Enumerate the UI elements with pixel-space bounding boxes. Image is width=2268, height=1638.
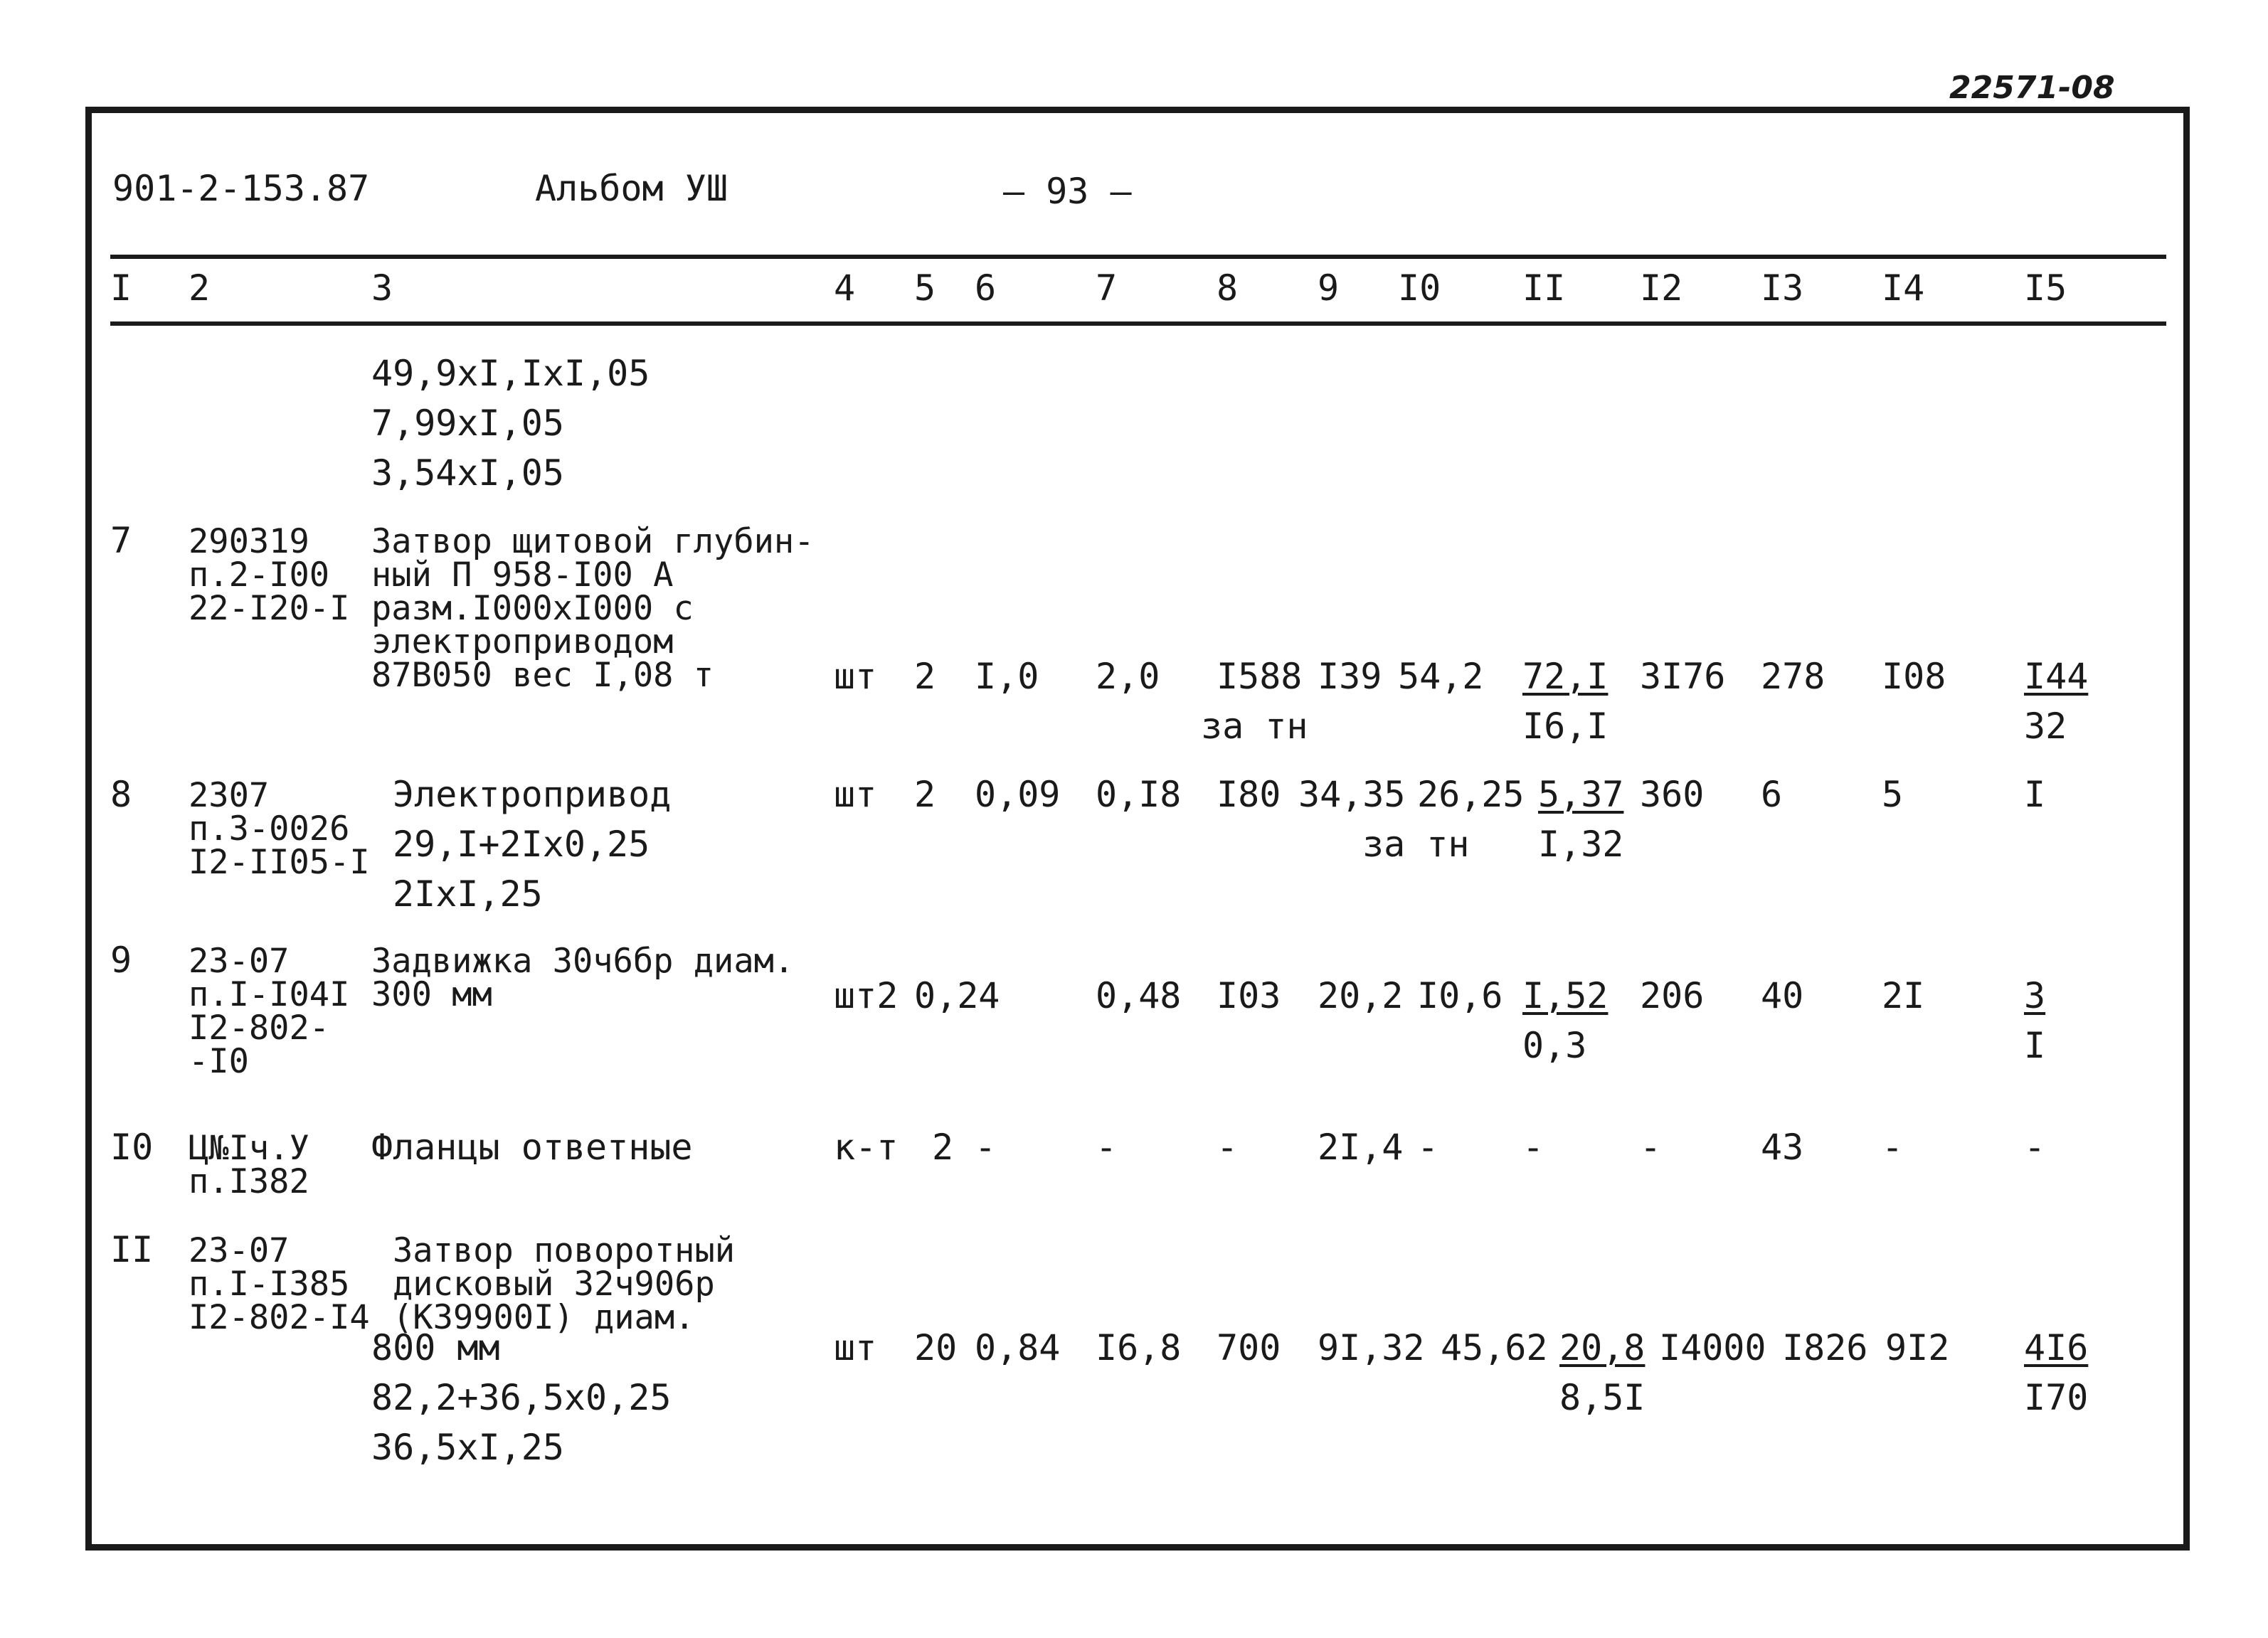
quantity: 2 xyxy=(914,656,936,697)
cell: 40 xyxy=(1761,975,1804,1016)
cell: I70 xyxy=(2024,1377,2089,1418)
cell: 0,09 xyxy=(975,774,1061,815)
description-line: (К39900I) диам. xyxy=(393,1298,695,1337)
description-line: 87В050 вес I,08 т xyxy=(371,656,714,695)
cell: 43 xyxy=(1761,1127,1804,1168)
cell: 3 xyxy=(2024,975,2046,1016)
col-header: 7 xyxy=(1096,267,1118,309)
code-line: п.I-I385 xyxy=(189,1265,350,1304)
cell: I,32 xyxy=(1538,824,1624,865)
unit: шт2 xyxy=(834,975,899,1016)
code-line: 23-07 xyxy=(189,1231,290,1270)
cell: 72,I xyxy=(1522,656,1609,697)
row-number: 7 xyxy=(110,520,132,561)
doc-number: 901-2-153.87 xyxy=(112,168,370,209)
code-line: Ц№Iч.У xyxy=(189,1129,309,1168)
cell: 54,2 xyxy=(1398,656,1484,697)
quantity: 20 xyxy=(914,1327,958,1368)
cell: 278 xyxy=(1761,656,1825,697)
cell: 5 xyxy=(1882,774,1904,815)
code-line: п.2-I00 xyxy=(189,555,330,595)
code-line: -I0 xyxy=(189,1042,249,1081)
description-line: 800 мм xyxy=(371,1327,500,1368)
cell: - xyxy=(1217,1127,1239,1168)
cell: 0,3 xyxy=(1522,1025,1587,1066)
col-header: 6 xyxy=(975,267,997,309)
cell: I80 xyxy=(1217,774,1281,815)
cell: I6,8 xyxy=(1096,1327,1182,1368)
cell: 0,I8 xyxy=(1096,774,1182,815)
col-header: 9 xyxy=(1318,267,1340,309)
col-header: I5 xyxy=(2024,267,2067,309)
code-line: I2-802- xyxy=(189,1009,330,1048)
description-line: Затвор поворотный xyxy=(393,1231,736,1270)
cell: 0,84 xyxy=(975,1327,1061,1368)
sheet-code: 22571-08 xyxy=(1949,70,2115,106)
cell: 4I6 xyxy=(2024,1327,2089,1368)
cell: - xyxy=(1096,1127,1118,1168)
cell-note: за тн xyxy=(1201,706,1308,747)
col-header: I2 xyxy=(1640,267,1683,309)
col-header: II xyxy=(1522,267,1566,309)
row-number: II xyxy=(110,1229,154,1270)
cell: 9I,32 xyxy=(1318,1327,1425,1368)
description-line: Фланцы ответные xyxy=(371,1127,693,1168)
description-line: разм.I000xI000 с xyxy=(371,589,694,628)
cell: 2I xyxy=(1882,975,1925,1016)
album-label: Альбом УШ xyxy=(535,168,728,209)
cell: I08 xyxy=(1882,656,1946,697)
unit: к-т xyxy=(834,1127,899,1168)
cell: I44 xyxy=(2024,656,2089,697)
description-line: электроприводом xyxy=(371,622,674,661)
description-line: 36,5xI,25 xyxy=(371,1427,564,1468)
cell: - xyxy=(1417,1127,1439,1168)
code-line: 22-I20-I xyxy=(189,589,350,628)
cell: I4000 xyxy=(1659,1327,1766,1368)
cell: 0,24 xyxy=(914,975,1000,1016)
cell: I xyxy=(2024,1025,2046,1066)
cell: 26,25 xyxy=(1417,774,1525,815)
col-header: 4 xyxy=(834,267,856,309)
cell: - xyxy=(1640,1127,1662,1168)
code-line: 23-07 xyxy=(189,942,290,981)
description-line: 2IxI,25 xyxy=(393,873,543,915)
cell: - xyxy=(1882,1127,1904,1168)
code-line: 290319 xyxy=(189,522,309,561)
quantity: 2 xyxy=(914,774,936,815)
cell: I,52 xyxy=(1522,975,1609,1016)
description-line: Задвижка 30ч6бр диам. xyxy=(371,942,795,981)
cell: 3I76 xyxy=(1640,656,1726,697)
cell: 2I,4 xyxy=(1318,1127,1404,1168)
col-header: I xyxy=(110,267,132,309)
row-number: 8 xyxy=(110,774,132,815)
col-header: 3 xyxy=(371,267,393,309)
col-header: I4 xyxy=(1882,267,1925,309)
cell: I6,I xyxy=(1522,706,1609,747)
description-line: 49,9xI,IxI,05 xyxy=(371,353,650,394)
cell: 700 xyxy=(1217,1327,1281,1368)
description-line: 7,99xI,05 xyxy=(371,403,564,444)
unit: шт xyxy=(834,1327,877,1368)
cell: - xyxy=(975,1127,997,1168)
description-line: дисковый 32ч906р xyxy=(393,1265,715,1304)
cell: 32 xyxy=(2024,706,2067,747)
description-line: 3,54xI,05 xyxy=(371,452,564,494)
header-rule-bottom xyxy=(110,321,2166,326)
cell: 206 xyxy=(1640,975,1705,1016)
cell: I39 xyxy=(1318,656,1382,697)
cell: 2,0 xyxy=(1096,656,1160,697)
col-header: I0 xyxy=(1398,267,1441,309)
cell: 5,37 xyxy=(1538,774,1624,815)
cell: I826 xyxy=(1782,1327,1868,1368)
description-line: 82,2+36,5x0,25 xyxy=(371,1377,672,1418)
col-header: 5 xyxy=(914,267,936,309)
unit: шт xyxy=(834,656,877,697)
code-line: I2-II05-I xyxy=(189,843,370,882)
code-line: п.3-0026 xyxy=(189,809,350,849)
col-header: 2 xyxy=(189,267,211,309)
cell: 34,35 xyxy=(1298,774,1406,815)
quantity: 2 xyxy=(932,1127,954,1168)
code-line: п.I382 xyxy=(189,1162,309,1201)
description-line: ный П 958-I00 А xyxy=(371,555,674,595)
cell-note: за тн xyxy=(1362,824,1470,865)
description-line: Затвор щитовой глубин- xyxy=(371,522,815,561)
code-line: п.I-I04I xyxy=(189,975,350,1014)
cell: 0,48 xyxy=(1096,975,1182,1016)
col-header: 8 xyxy=(1217,267,1239,309)
page-number: – 93 – xyxy=(1003,171,1132,212)
cell: - xyxy=(1522,1127,1544,1168)
cell: 8,5I xyxy=(1559,1377,1646,1418)
cell: 9I2 xyxy=(1885,1327,1950,1368)
cell: 45,62 xyxy=(1441,1327,1548,1368)
description-line: 29,I+2Ix0,25 xyxy=(393,824,650,865)
cell: 6 xyxy=(1761,774,1783,815)
row-number: 9 xyxy=(110,940,132,981)
cell: - xyxy=(2024,1127,2046,1168)
cell: I xyxy=(2024,774,2046,815)
cell: 360 xyxy=(1640,774,1705,815)
cell: 20,2 xyxy=(1318,975,1404,1016)
description-line: Электропривод xyxy=(393,774,672,815)
cell: I,0 xyxy=(975,656,1039,697)
row-number: I0 xyxy=(110,1127,154,1168)
code-line: 2307 xyxy=(189,776,270,815)
header-rule-top xyxy=(110,255,2166,259)
col-header: I3 xyxy=(1761,267,1804,309)
cell: I588 xyxy=(1217,656,1303,697)
cell: I0,6 xyxy=(1417,975,1503,1016)
cell: I03 xyxy=(1217,975,1281,1016)
cell: 20,8 xyxy=(1559,1327,1646,1368)
unit: шт xyxy=(834,774,877,815)
description-line: 300 мм xyxy=(371,975,492,1014)
code-line: I2-802-I4 xyxy=(189,1298,370,1337)
